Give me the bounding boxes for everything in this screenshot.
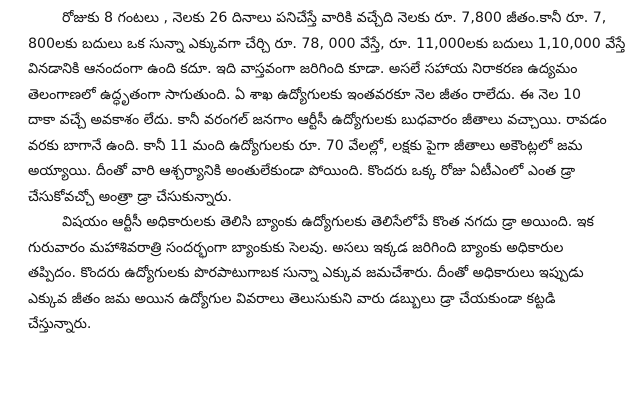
text-line: 800లకు బదులు ఒక సున్నా ఎక్కువగా చేర్చి రూ. 78, 000 వేస్తే, రూ. 11,000లకు బదులు 1,10,000 వేస్తే: [28, 35, 626, 52]
text-line: తెలంగాణలో ఉద్ధృతంగా సాగుతుంది. ఏ శాఖ ఉద్యోగులకు ఇంతవరకూ నెల జీతం రాలేదు. ఈ నెల 10: [28, 86, 581, 103]
text-line: గురువారం మహాశివరాత్రి సందర్భంగా బ్యాంకుకు సెలవు. అసలు ఇక్కడ జరిగింది బ్యాంకు అధికారుల: [28, 239, 564, 256]
text-line: అయ్యాయి. దీంతో వారి ఆశ్చర్యానికి అంతులేకుండా పోయింది. కొందరు ఒక్క రోజు ఏటీఎంలో ఎంత డ్రా: [28, 163, 576, 179]
text-line: ఎక్కువ జీతం జమ అయిన ఉద్యోగుల వివరాలు తెలుసుకుని వారు డబ్బులు డ్రా చేయకుండా కట్టడి: [28, 290, 556, 307]
text-line: వినడానికి ఆనందంగా ఉంది కదూ. ఇది వాస్తవంగా జరిగింది కూడా. అసలే సహాయ నిరాకరణ ఉద్యమం: [28, 61, 578, 77]
paragraph-2: [28, 210, 628, 338]
text-line: రోజుకు 8 గంటలు , నెలకు 26 దినాలు పనిచేస్తే వారికి వచ్చేది నెలకు రూ. 7,800 జీతం.కానీ రూ. 7,: [62, 10, 607, 26]
article-body: [28, 6, 628, 338]
paragraph-1: [28, 6, 628, 210]
text-line: చేసుకోవచ్చో అంత్రా డ్రా చేసుకున్నారు.: [28, 188, 232, 205]
text-line: చేస్తున్నారు.: [28, 316, 92, 332]
text-line: వరకు బాగానే ఉంది. కానీ 11 మంది ఉద్యోగులకు రూ. 70 వేలల్లో, లక్షకు పైగా జీతాలు అకౌంట్లలో జమ: [28, 137, 583, 154]
text-line: విషయం ఆర్టీసీ అధికారులకు తెలిసి బ్యాంకు ఉద్యోగులకు తెలిసేలోపే కొంత నగదు డ్రా అయింది. ఇక: [62, 214, 594, 230]
text-line: దాకా వచ్చే అవకాశం లేదు. కానీ వరంగల్ జనగాం ఆర్టీసీ ఉద్యోగులకు బుధవారం జీతాలు వచ్చాయి. రావడం: [28, 112, 607, 128]
text-line: తప్పిదం. కొందరు ఉద్యోగులకు పొరపాటుగాబక సున్నా ఎక్కువ జమచేశారు. దీంతో అధికారులు ఇప్పుడు: [28, 265, 584, 281]
